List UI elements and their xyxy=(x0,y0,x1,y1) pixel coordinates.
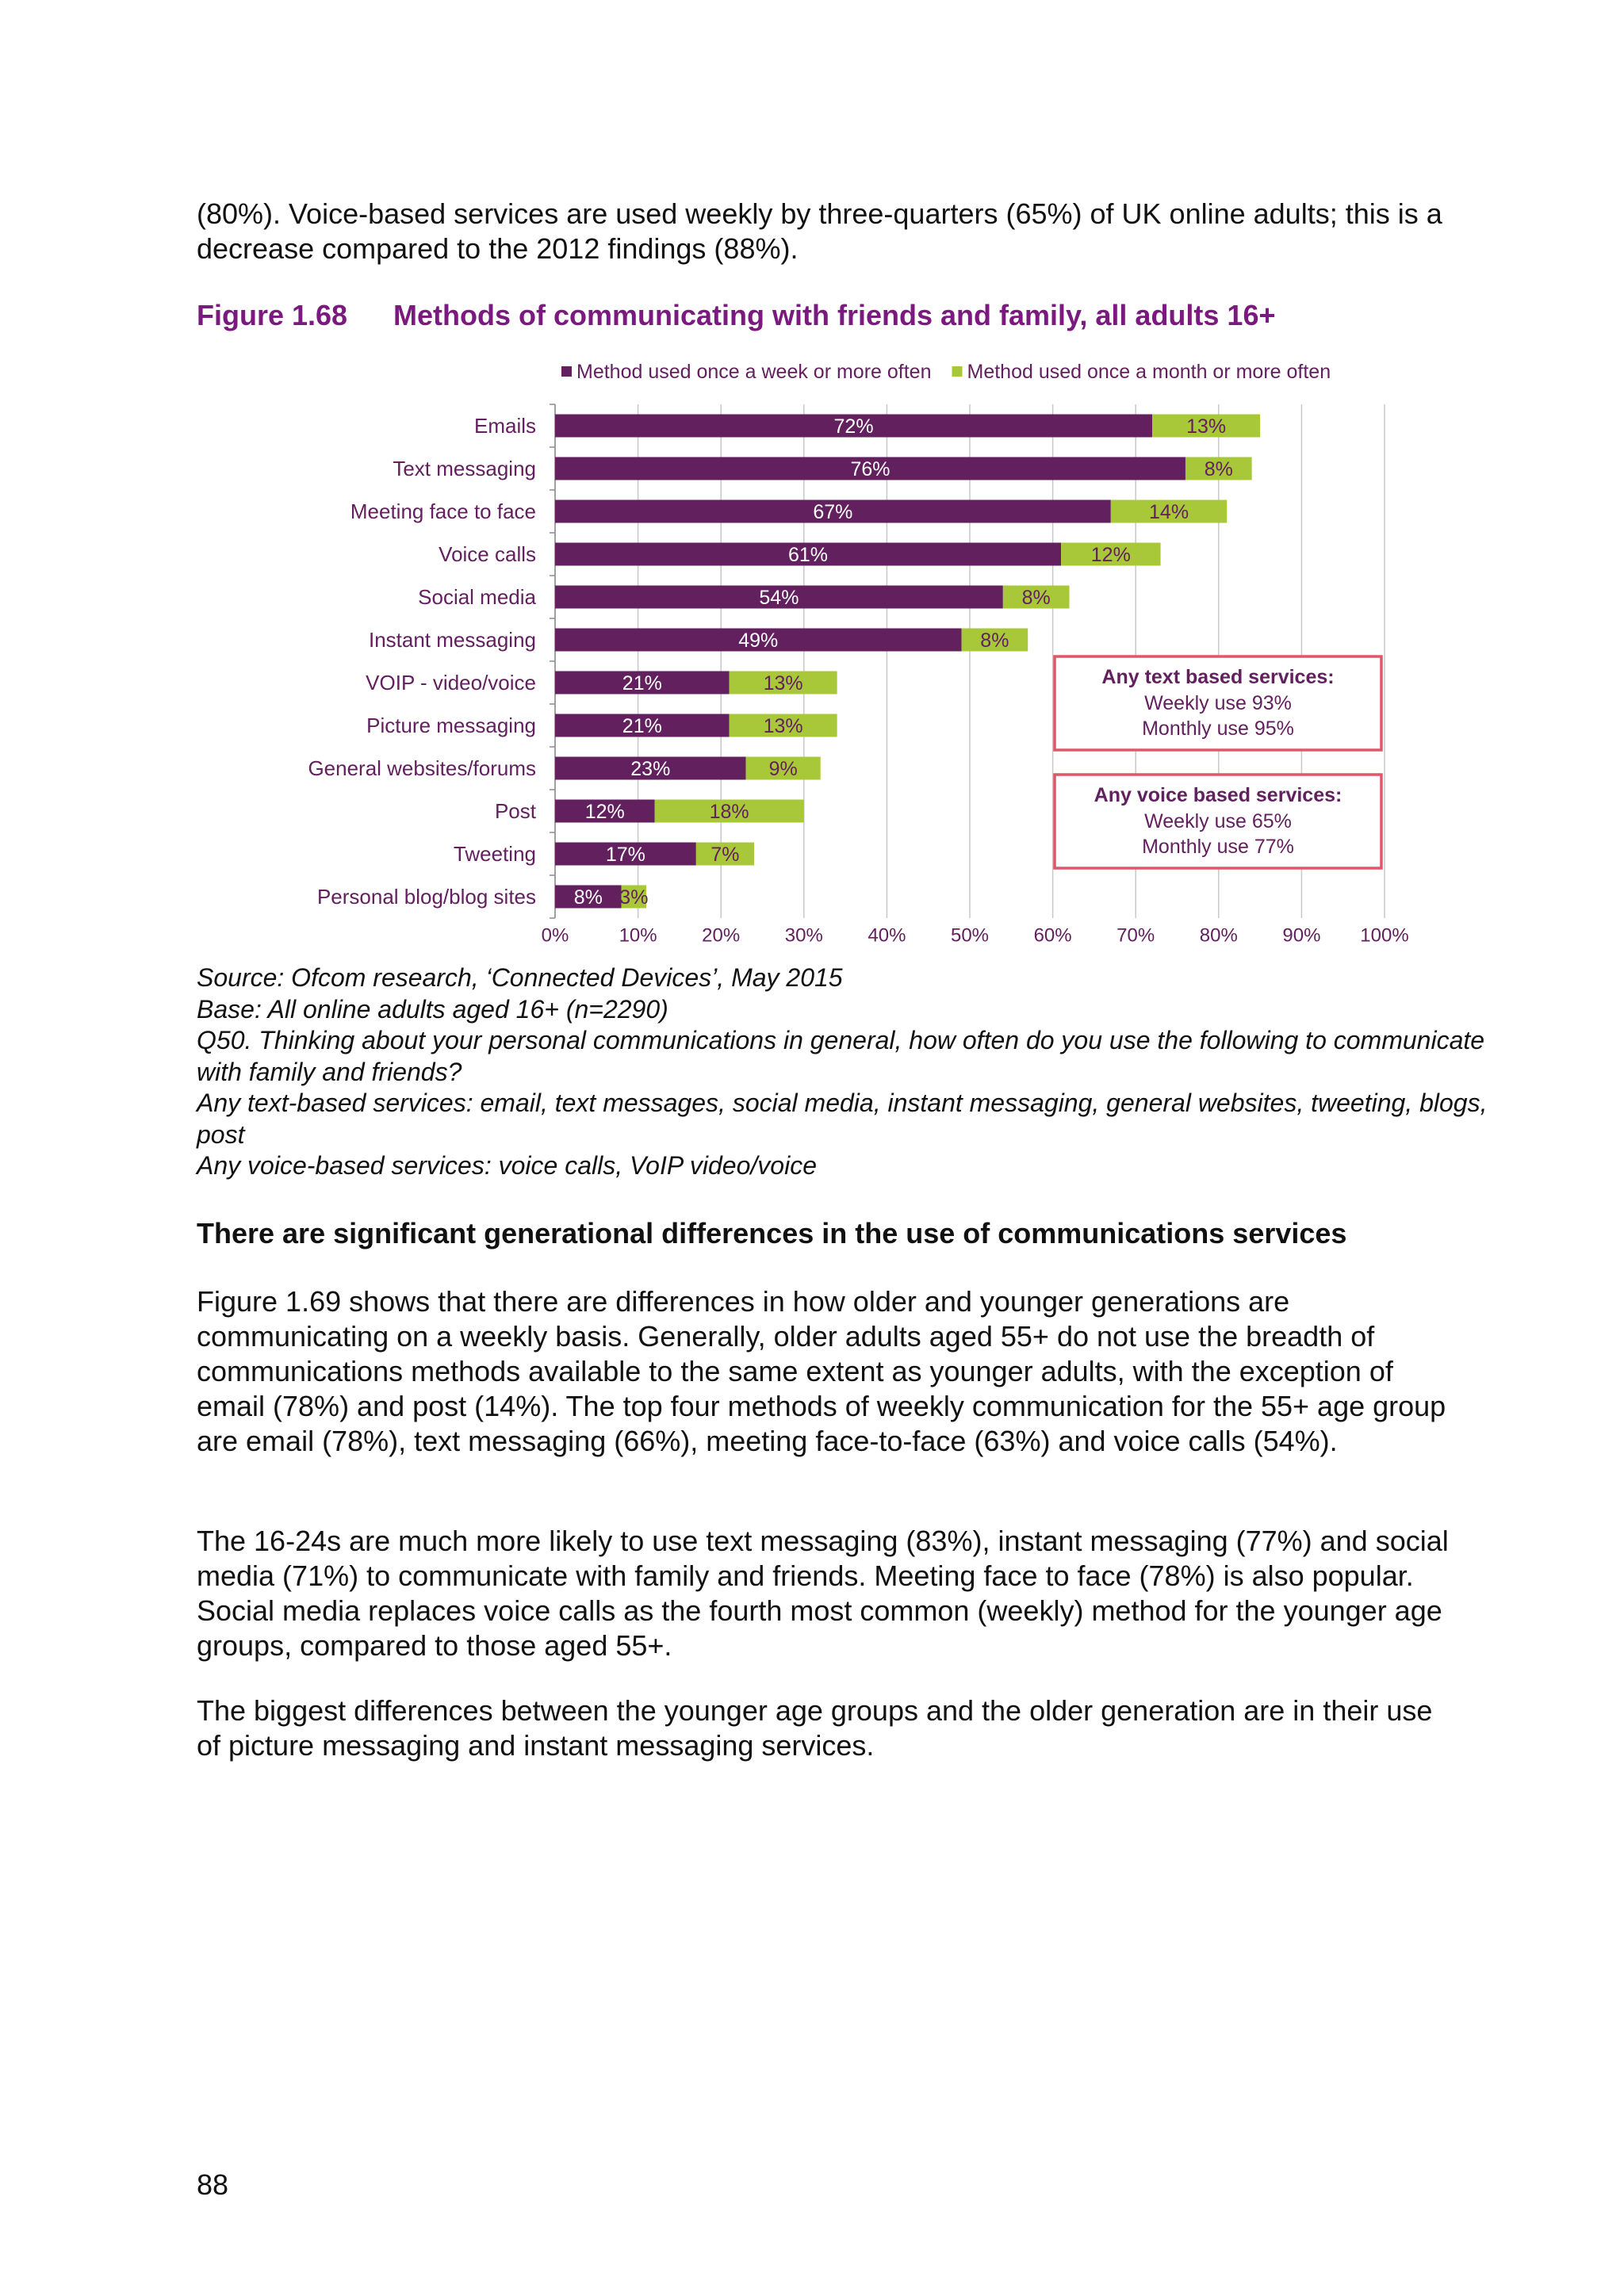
section-subheading: There are significant generational differences in the use of communications services xyxy=(197,1217,1347,1249)
x-tick-label: 0% xyxy=(541,924,569,947)
paragraph xyxy=(197,1284,1450,1459)
x-tick-label: 20% xyxy=(702,924,741,947)
legend-label: Method used once a week or more often xyxy=(576,361,932,383)
data-label: 13% xyxy=(763,715,803,737)
paragraph-text: Figure 1.69 shows that there are differences in how older and younger generations are communicating on a weekly basis. Generally, older adults aged 55+ do not use the breadth of communications methods available to the same extent as younger adults, with the exception of email (78%) and post (14%). The top four methods of weekly communication for the 55+ age group are email (78%), text messaging (66%), meeting face-to-face (63%) and voice calls (54%). xyxy=(197,1285,1446,1457)
paragraph xyxy=(197,1524,1450,1663)
data-label: 9% xyxy=(768,758,798,780)
intro-text: (80%). Voice-based services are used weekly by three-quarters (65%) of UK online adults; this is a decrease compared to the 2012 findings (88%). xyxy=(197,197,1442,265)
chart-svg xyxy=(238,347,1427,967)
figure-caption: Methods of communicating with friends and family, all adults 16+ xyxy=(393,299,1276,331)
figure-title xyxy=(197,298,1276,333)
note-voice-services: Any voice-based services: voice calls, VoIP video/voice xyxy=(197,1151,817,1180)
data-label: 14% xyxy=(1149,501,1189,523)
paragraph xyxy=(197,1693,1450,1763)
legend-label: Method used once a month or more often xyxy=(967,361,1331,383)
x-tick-label: 30% xyxy=(784,924,823,947)
category-label: Meeting face to face xyxy=(350,499,536,523)
intro-paragraph xyxy=(197,197,1450,266)
data-label: 23% xyxy=(630,758,671,780)
x-tick-label: 70% xyxy=(1116,924,1155,947)
data-label: 8% xyxy=(573,886,603,909)
x-tick-label: 90% xyxy=(1282,924,1321,947)
x-tick-label: 100% xyxy=(1360,924,1409,947)
data-label: 21% xyxy=(622,672,662,695)
data-label: 67% xyxy=(813,501,853,523)
data-label: 17% xyxy=(605,844,645,866)
category-label: Instant messaging xyxy=(368,628,536,652)
annotation-line: Monthly use 77% xyxy=(1142,836,1294,858)
data-label: 21% xyxy=(622,715,662,737)
note-base: Base: All online adults aged 16+ (n=2290) xyxy=(197,994,668,1024)
category-label: Tweeting xyxy=(453,842,536,866)
category-label: Picture messaging xyxy=(366,714,536,737)
category-label: Text messaging xyxy=(393,457,536,480)
x-tick-label: 40% xyxy=(868,924,906,947)
annotation-title: Any text based services: xyxy=(1101,666,1335,688)
paragraph-text: The 16-24s are much more likely to use text messaging (83%), instant messaging (77%) and social media (71%) to communicate with family and friends. Meeting face to face (78%) is also popular. Social media replaces voice calls as the fourth most common (weekly) method for the younger age groups, compared to those aged 55+. xyxy=(197,1525,1449,1662)
data-label: 13% xyxy=(1186,415,1227,438)
category-label: Personal blog/blog sites xyxy=(316,885,536,909)
data-label: 18% xyxy=(709,801,749,823)
data-label: 8% xyxy=(1204,458,1233,480)
data-label: 12% xyxy=(1090,544,1131,566)
data-label: 49% xyxy=(738,629,779,652)
figure-number: Figure 1.68 xyxy=(197,299,348,331)
paragraph-text: The biggest differences between the younger age groups and the older generation are in their use of picture messaging and instant messaging services. xyxy=(197,1694,1433,1762)
category-label: VOIP - video/voice xyxy=(366,671,536,695)
data-label: 76% xyxy=(850,458,891,480)
annotation-line: Weekly use 93% xyxy=(1144,692,1292,714)
data-label: 54% xyxy=(759,587,799,609)
page-number: 88 xyxy=(197,2168,229,2201)
legend-swatch xyxy=(952,366,963,377)
category-label: Voice calls xyxy=(439,542,536,566)
data-label: 8% xyxy=(1021,587,1051,609)
data-label: 72% xyxy=(833,415,874,438)
data-label: 8% xyxy=(980,629,1009,652)
data-label: 13% xyxy=(763,672,803,695)
category-label: Emails xyxy=(473,414,536,438)
data-label: 61% xyxy=(788,544,829,566)
category-label: Social media xyxy=(418,585,536,609)
category-label: Post xyxy=(494,799,536,823)
note-text-services: Any text-based services: email, text messages, social media, instant messaging, general websites, tweeting, blogs, post xyxy=(197,1089,1488,1149)
data-label: 12% xyxy=(584,801,625,823)
x-tick-label: 10% xyxy=(619,924,657,947)
note-source: Source: Ofcom research, ‘Connected Devices’, May 2015 xyxy=(197,963,843,992)
x-tick-label: 80% xyxy=(1199,924,1238,947)
category-label: General websites/forums xyxy=(308,756,536,780)
legend-swatch xyxy=(561,366,572,377)
note-question: Q50. Thinking about your personal communications in general, how often do you use the following to communicate with family and friends? xyxy=(197,1026,1485,1086)
x-tick-label: 50% xyxy=(950,924,990,947)
annotation-title: Any voice based services: xyxy=(1094,784,1342,806)
data-label: 3% xyxy=(619,886,649,909)
x-tick-label: 60% xyxy=(1033,924,1072,947)
figure-notes xyxy=(197,962,1497,1182)
annotation-line: Monthly use 95% xyxy=(1142,718,1294,740)
data-label: 7% xyxy=(710,844,740,866)
bar-chart xyxy=(238,347,1427,967)
annotation-line: Weekly use 65% xyxy=(1144,810,1292,832)
